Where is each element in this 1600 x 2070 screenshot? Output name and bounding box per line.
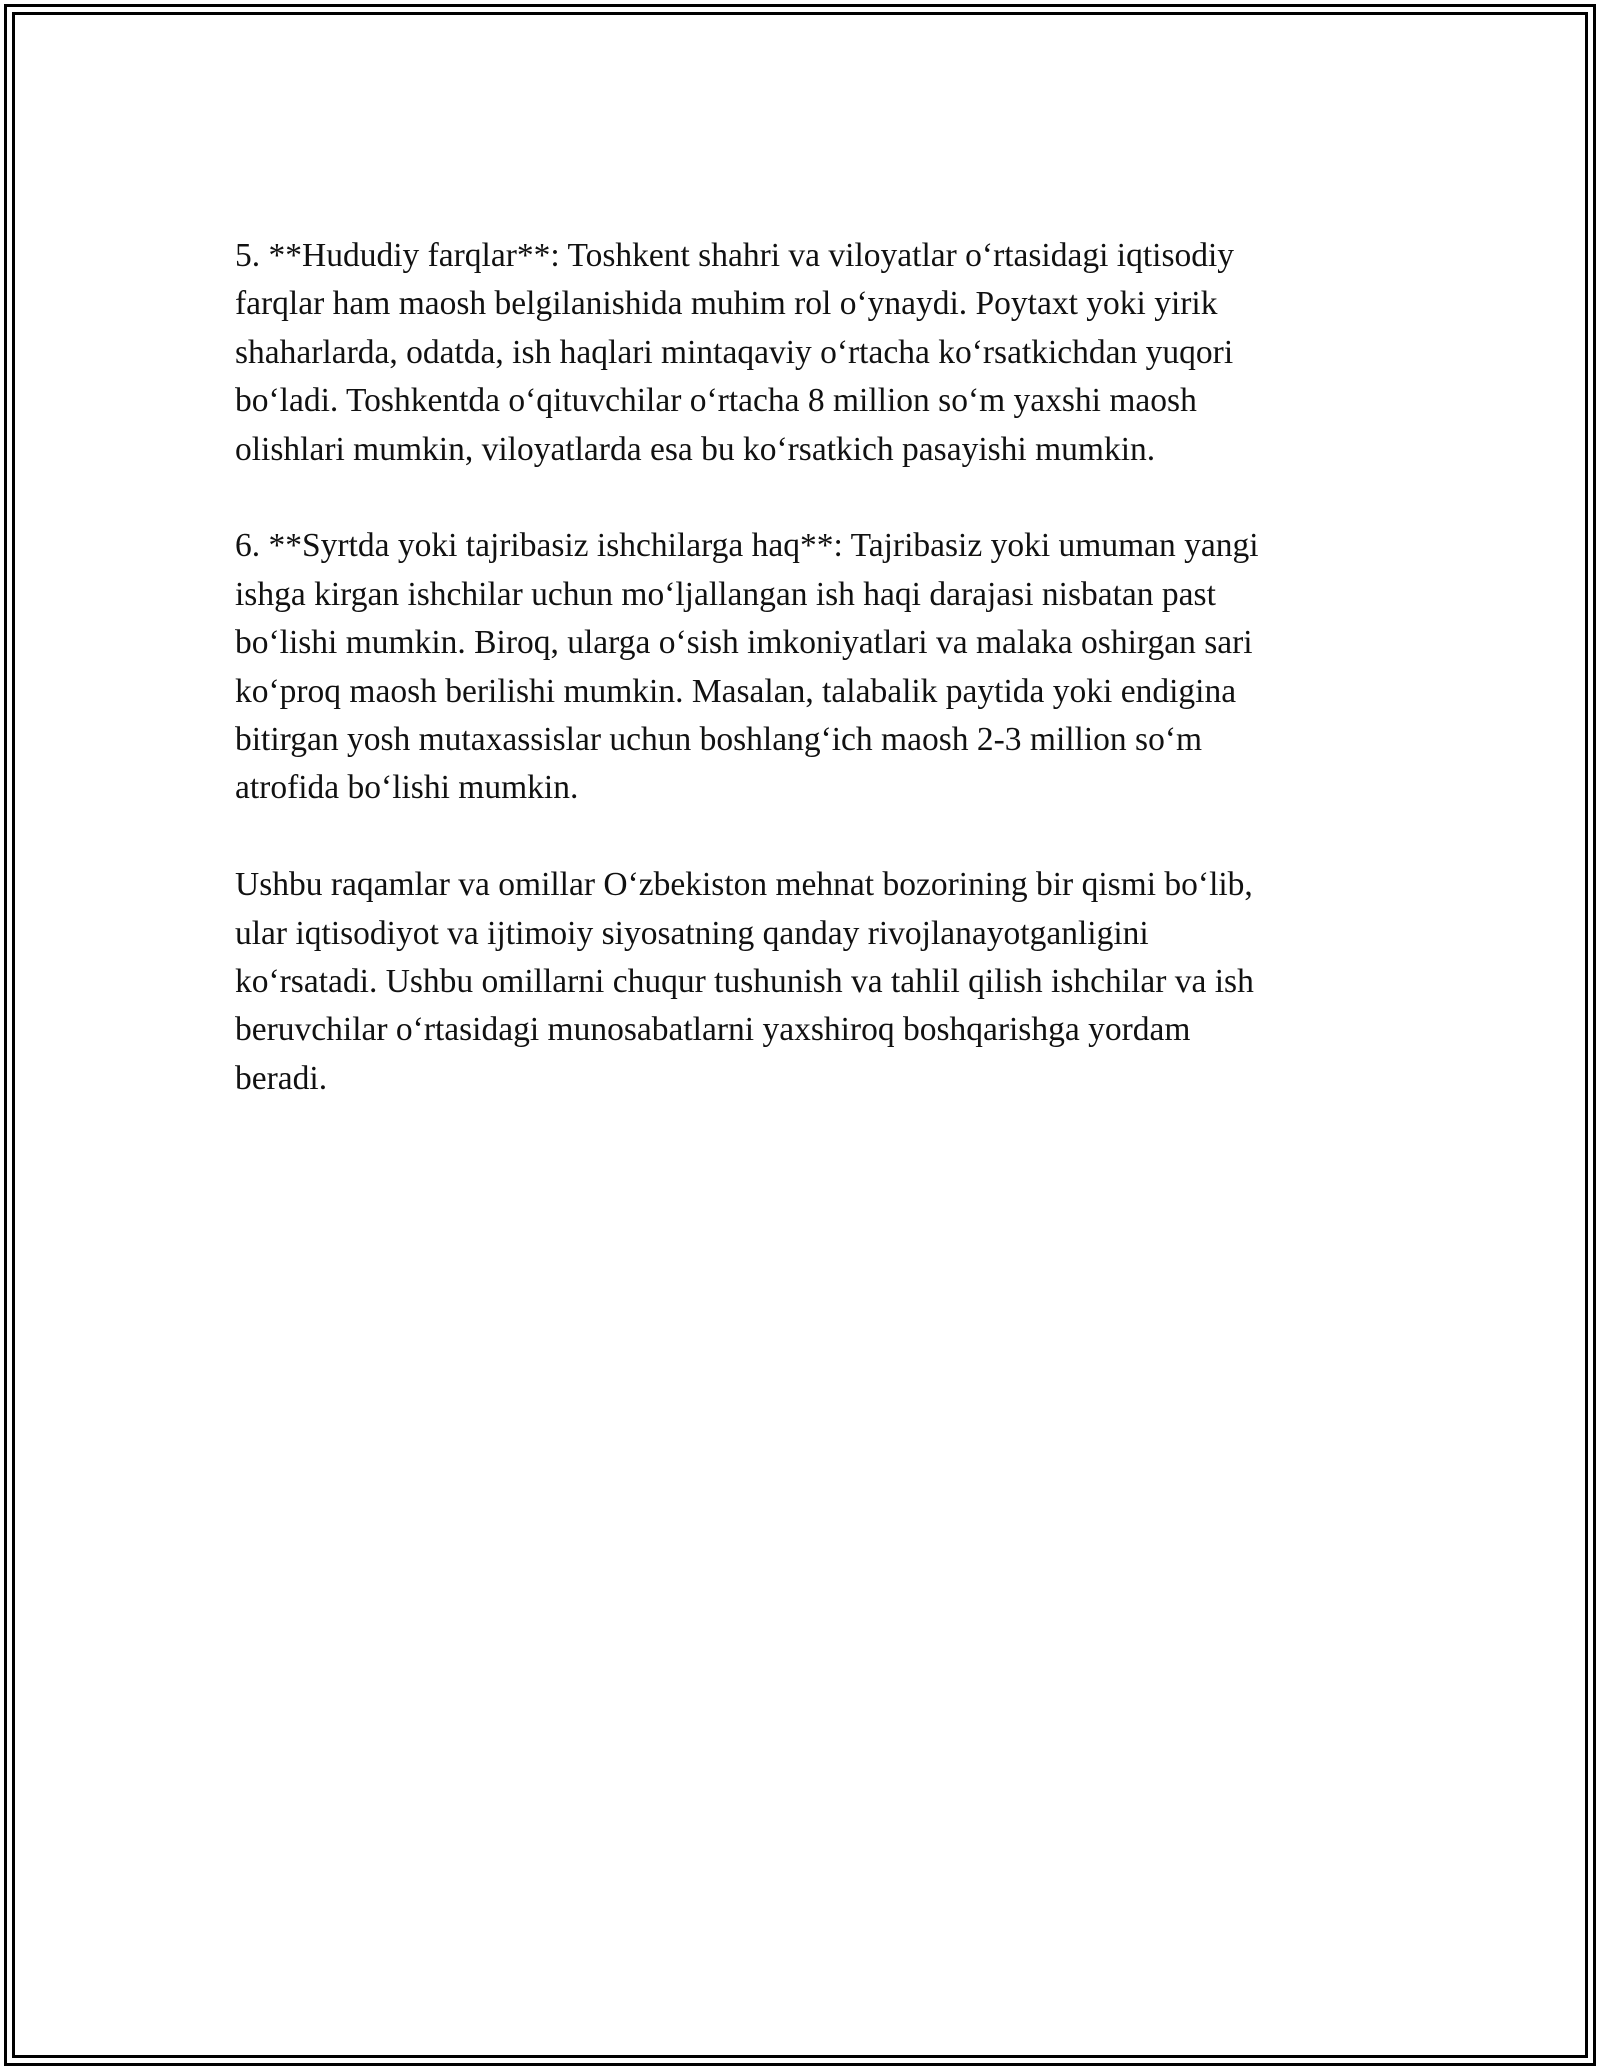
paragraph-inexperienced-workers bbox=[235, 522, 1365, 812]
text-line: beruvchilar o‘rtasidagi munosabatlarni yaxshiroq boshqarishga yordam bbox=[235, 1011, 1191, 1049]
text-line: shaharlarda, odatda, ish haqlari mintaqaviy o‘rtacha ko‘rsatkichdan yuqori bbox=[235, 333, 1234, 371]
text-line: ko‘rsatadi. Ushbu omillarni chuqur tushunish va tahlil qilish ishchilar va ish bbox=[235, 963, 1254, 1001]
paragraph-regional-differences bbox=[235, 232, 1365, 474]
text-line: beradi. bbox=[235, 1059, 328, 1097]
text-line: bo‘lishi mumkin. Biroq, ularga o‘sish imkoniyatlari va malaka oshirgan sari bbox=[235, 624, 1253, 662]
text-line: Ushbu raqamlar va omillar O‘zbekiston mehnat bozorining bir qismi bo‘lib, bbox=[235, 866, 1253, 904]
text-line: ishga kirgan ishchilar uchun mo‘ljallangan ish haqi darajasi nisbatan past bbox=[235, 575, 1216, 613]
text-line: atrofida bo‘lishi mumkin. bbox=[235, 769, 579, 807]
paragraph-conclusion bbox=[235, 861, 1365, 1103]
document-body bbox=[235, 232, 1365, 1152]
text-line: 5. **Hududiy farqlar**: Toshkent shahri va viloyatlar o‘rtasidagi iqtisodiy bbox=[235, 237, 1235, 274]
text-line: ular iqtisodiyot va ijtimoiy siyosatning qanday rivojlanayotganligini bbox=[235, 914, 1149, 952]
text-line: ko‘proq maosh berilishi mumkin. Masalan, talabalik paytida yoki endigina bbox=[235, 672, 1237, 710]
text-line: bitirgan yosh mutaxassislar uchun boshlang‘ich maosh 2-3 million so‘m bbox=[235, 721, 1203, 759]
text-line: 6. **Syrtda yoki tajribasiz ishchilarga haq**: Tajribasiz yoki umuman yangi bbox=[235, 527, 1259, 565]
text-line: bo‘ladi. Toshkentda o‘qituvchilar o‘rtacha 8 million so‘m yaxshi maosh bbox=[235, 382, 1197, 420]
text-line: farqlar ham maosh belgilanishida muhim rol o‘ynaydi. Poytaxt yoki yirik bbox=[235, 285, 1218, 323]
text-line: olishlari mumkin, viloyatlarda esa bu ko‘rsatkich pasayishi mumkin. bbox=[235, 430, 1156, 468]
